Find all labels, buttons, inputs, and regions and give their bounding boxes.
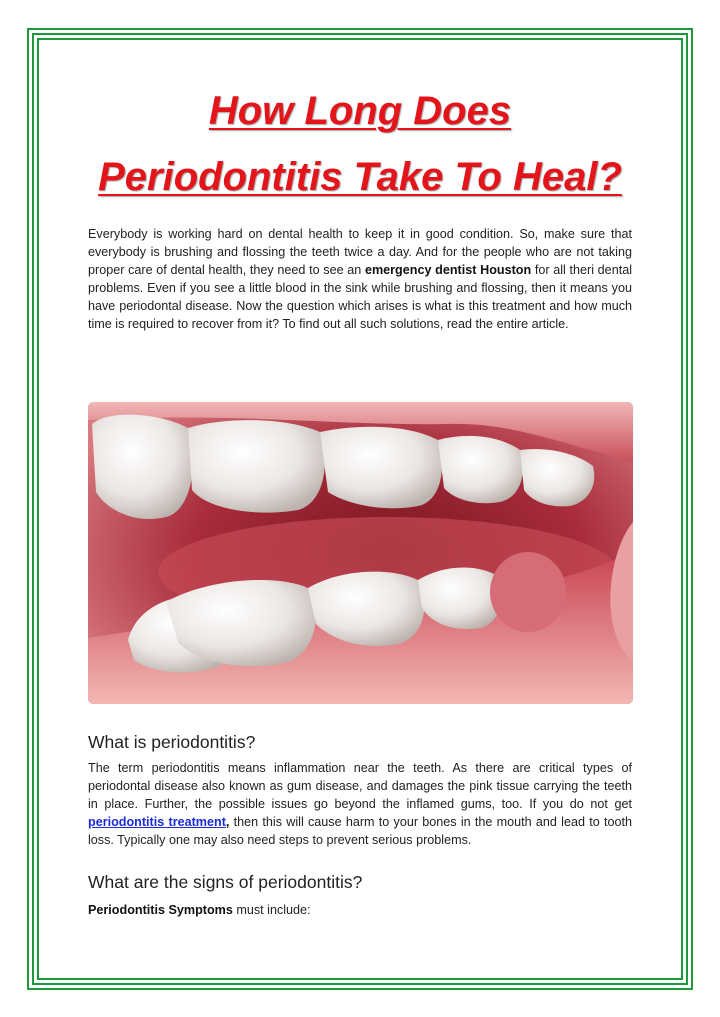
- symptoms-bold: Periodontitis Symptoms: [88, 903, 233, 917]
- section-signs: [88, 870, 632, 920]
- section1-comma: ,: [225, 814, 230, 829]
- section1-heading: What is periodontitis?: [88, 732, 256, 752]
- intro-text-1: Everybody is working hard on dental health to keep it in good condition. So, make sure that everybody is brushing and flossing the teeth twice a day. And for the people who are not taking proper care of dental health, they need to see an: [88, 227, 632, 277]
- section2-heading: What are the signs of periodontitis?: [88, 872, 363, 892]
- teeth-illustration: [88, 402, 633, 704]
- section1-paragraph: [88, 760, 632, 850]
- section1-text-1: The term periodontitis means inflammation near the teeth. As there are critical types of periodontal disease also known as gum disease, and damages the pink tissue carrying the teeth in place. Further, the possible issues go beyond the inflamed gums, too. If you do not get: [88, 761, 632, 811]
- intro-bold-keyword: emergency dentist Houston: [364, 262, 532, 277]
- symptoms-rest: must include:: [232, 903, 311, 917]
- periodontitis-treatment-link[interactable]: periodontitis treatment: [88, 814, 226, 829]
- intro-text-2: for all theri dental problems. Even if you see a little blood in the sink while brushing and flossing, then it means you have periodontal disease. Now the question which arises is what is this treatment and how much time is required to recover from it? To find out all such solutions, read the entire article.: [88, 262, 632, 331]
- page-title: How Long Does Periodontitis Take To Heal?: [98, 89, 622, 199]
- intro-paragraph: [88, 226, 632, 333]
- section1-text-2: then this will cause harm to your bones in the mouth and lead to tooth loss. Typically one may also need steps to prevent serious problems.: [88, 814, 632, 847]
- section-periodontitis: [88, 730, 632, 850]
- article-header: [88, 78, 632, 333]
- section2-paragraph: [88, 902, 632, 920]
- teeth-image: [88, 402, 633, 704]
